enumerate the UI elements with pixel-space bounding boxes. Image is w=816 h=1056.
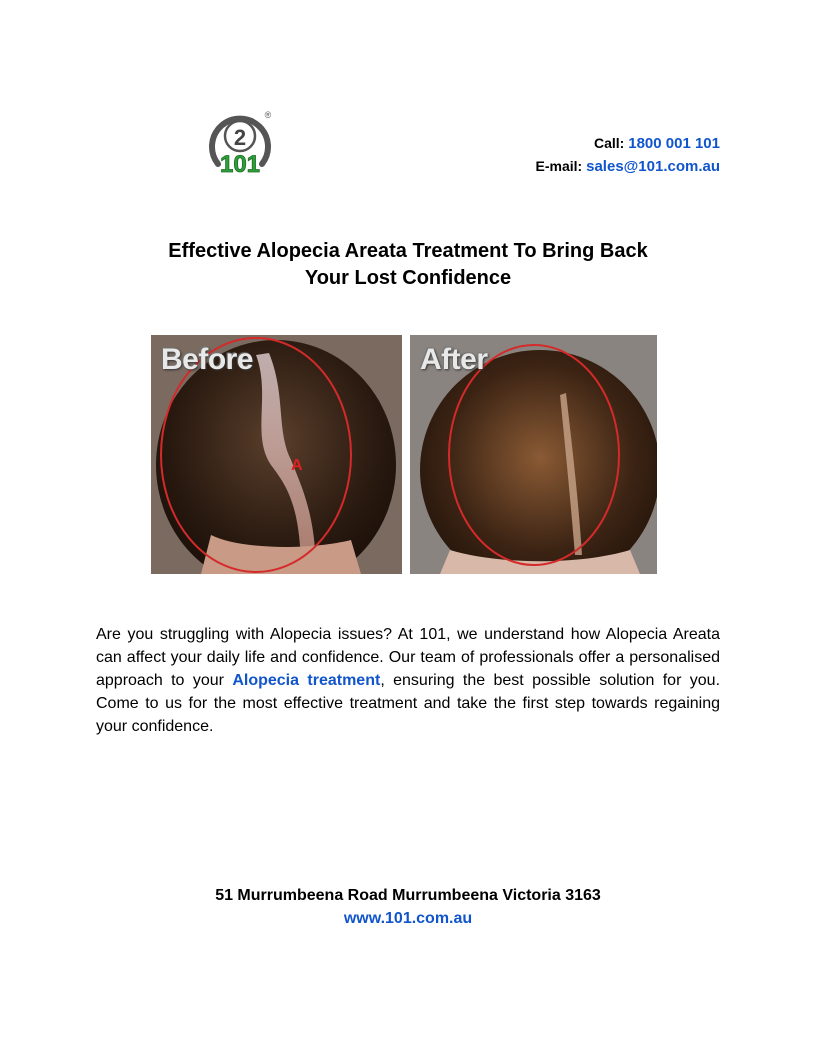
email-line <box>536 155 720 178</box>
logo-bottom-text: 101 <box>219 151 261 178</box>
logo-top-text: 2 <box>233 125 247 150</box>
registered-mark: ® <box>264 110 272 120</box>
page-title <box>96 238 720 292</box>
call-line <box>536 132 720 155</box>
website-link[interactable]: www.101.com.au <box>343 910 473 927</box>
after-photo <box>410 335 657 574</box>
paragraph-text-2: , ensuring the best possible solution for you. Come to us for the most effective treatment and take the first step towards regaining your confidence. <box>96 672 721 735</box>
before-label: Before <box>161 343 254 376</box>
before-photo <box>151 335 402 574</box>
after-label: After <box>420 343 488 376</box>
paragraph-text-1: Are you struggling with Alopecia issues? At 101, we understand how Alopecia Areata can affect your daily life and confidence. Our team of professionals offer a personalised approach to your <box>96 626 720 689</box>
company-logo <box>204 106 276 178</box>
contact-block <box>536 132 720 178</box>
alopecia-treatment-link[interactable]: Alopecia treatment <box>232 672 381 689</box>
before-after-photos <box>151 335 657 574</box>
title-line-1: Effective Alopecia Areata Treatment To Bring Back <box>168 240 648 262</box>
footer <box>96 884 720 930</box>
area-marker: A <box>291 457 303 474</box>
call-label: Call: <box>594 135 625 151</box>
title-line-2: Your Lost Confidence <box>304 267 512 289</box>
email-label: E-mail: <box>535 158 583 174</box>
phone-link[interactable]: 1800 001 101 <box>628 135 720 152</box>
intro-paragraph <box>96 623 720 738</box>
footer-address: 51 Murrumbeena Road Murrumbeena Victoria 3163 <box>215 887 601 904</box>
email-link[interactable]: sales@101.com.au <box>586 158 720 175</box>
